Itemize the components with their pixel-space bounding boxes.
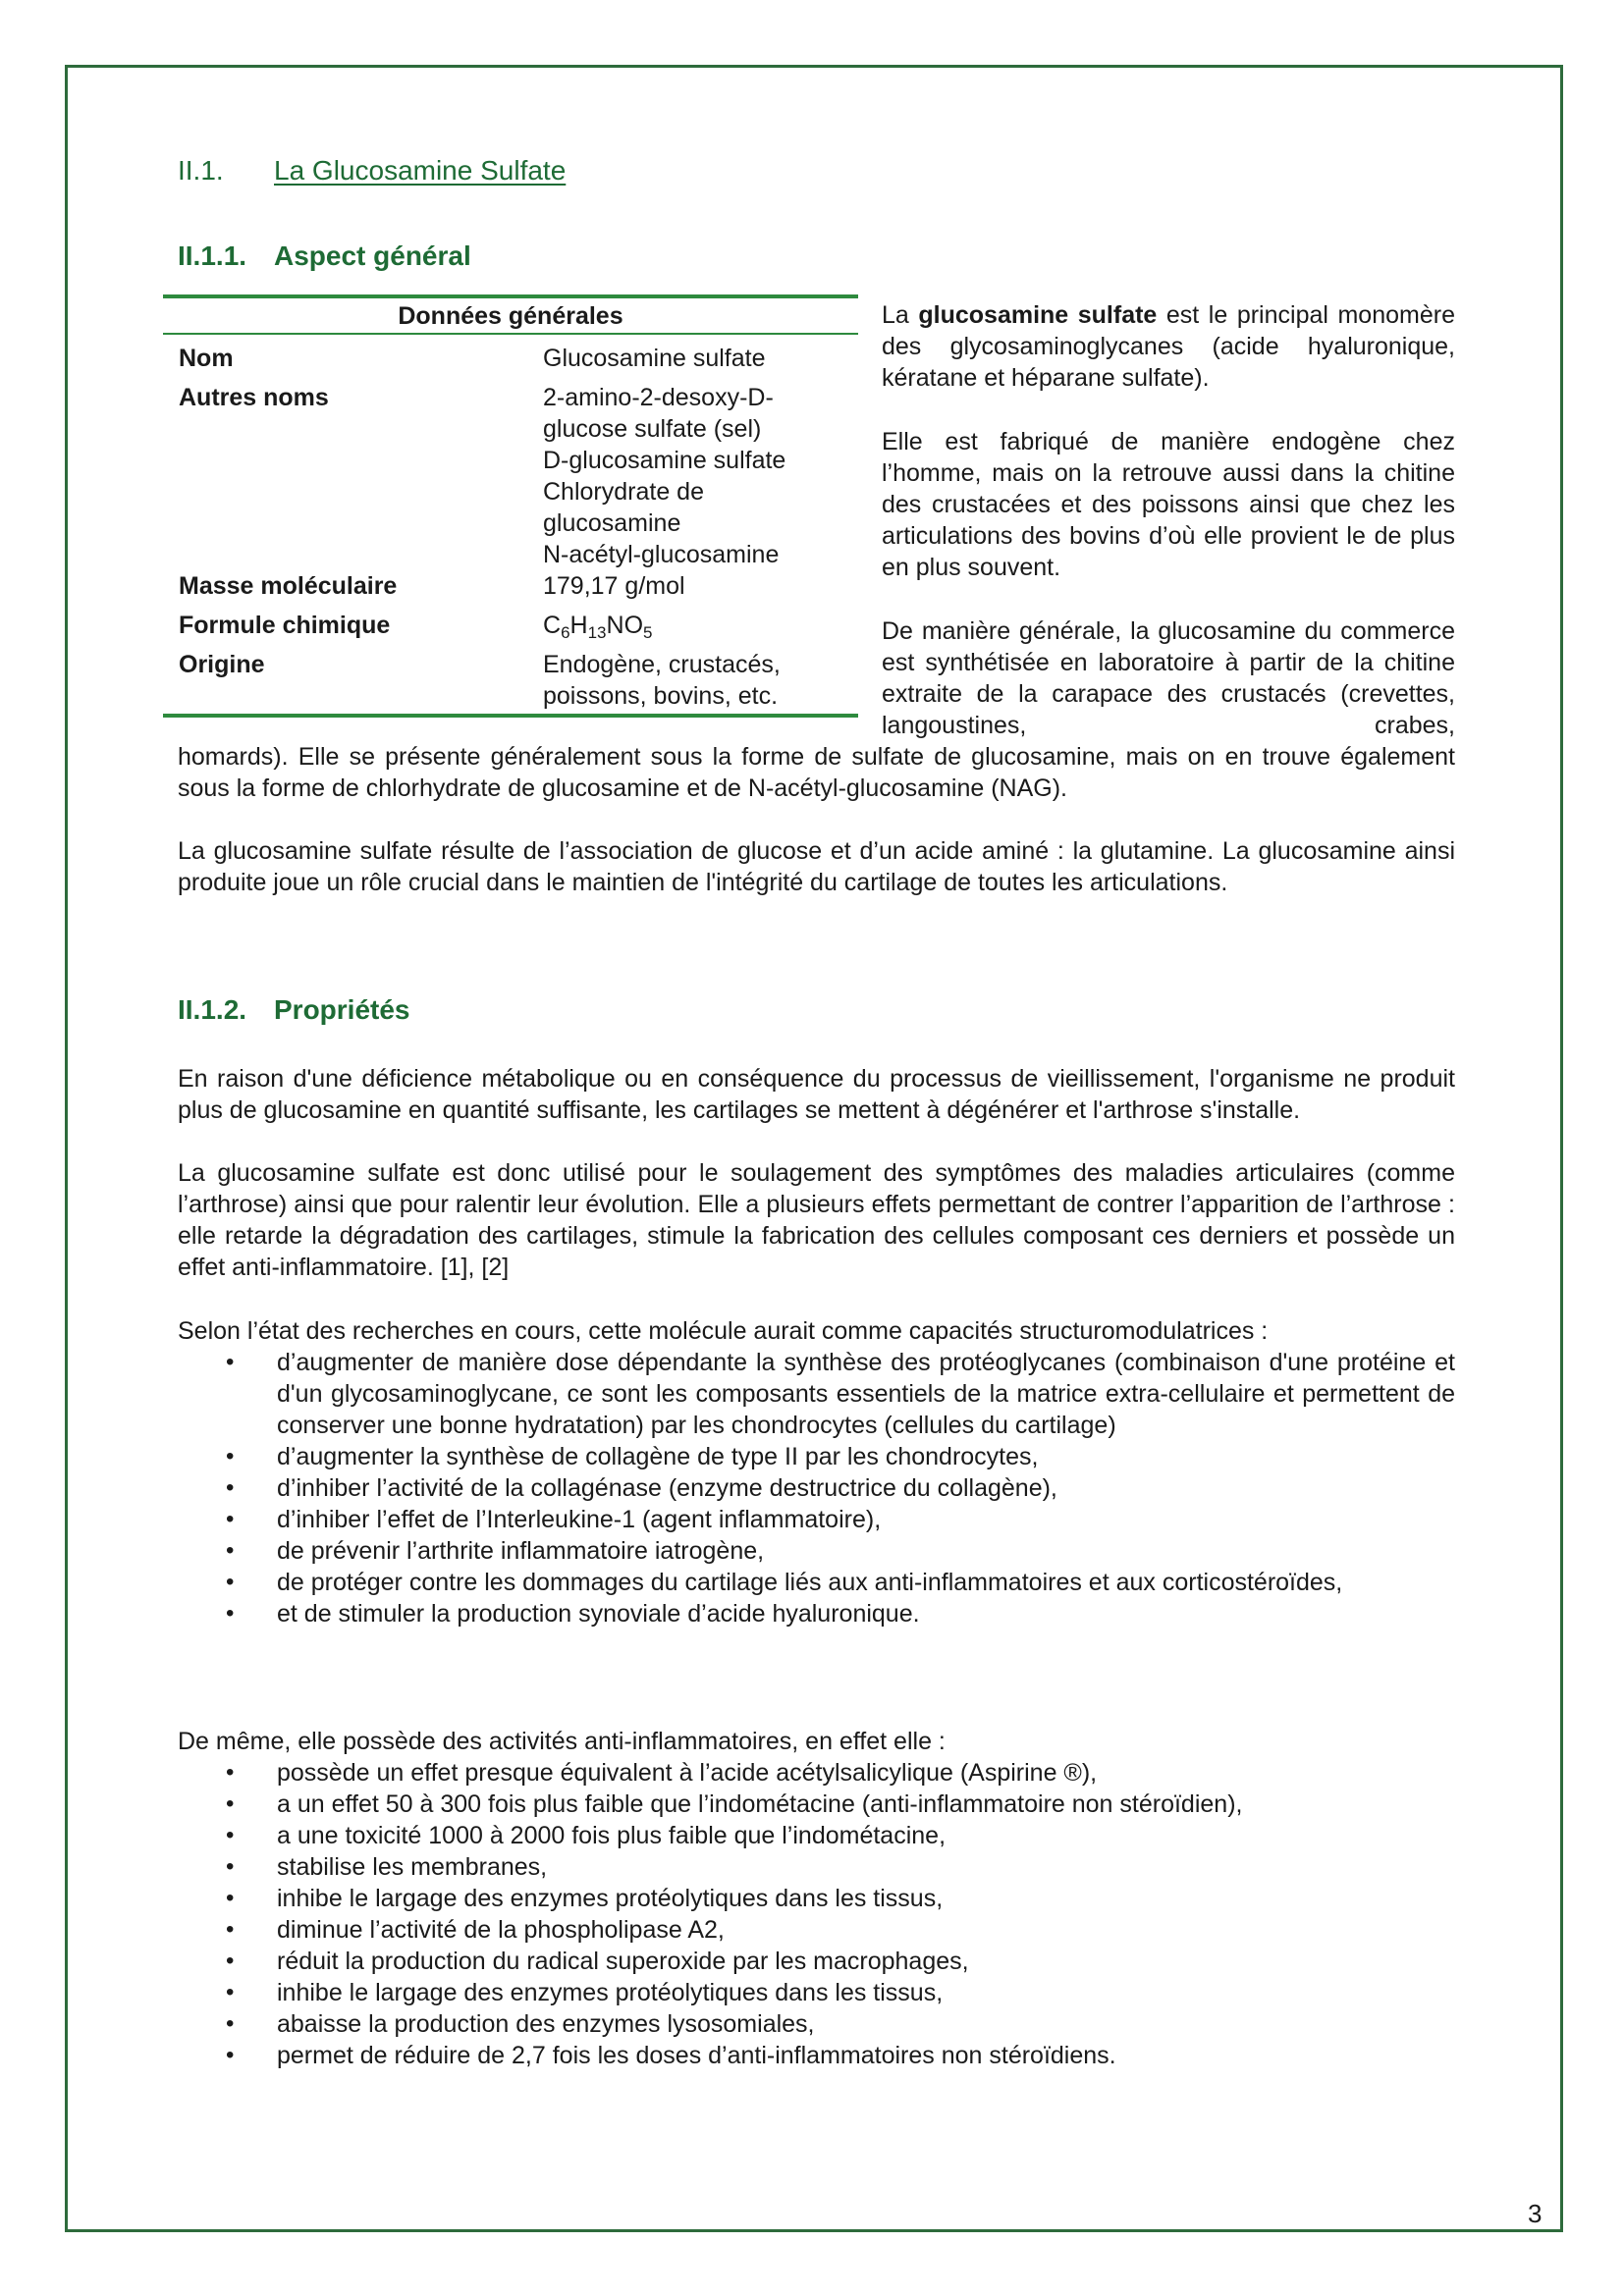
list-item: • d’inhiber l’activité de la collagénase (enzyme destructrice du collagène), [178,1472,1455,1504]
general-data-table [163,294,858,718]
list-item: • inhibe le largage des enzymes protéolytiques dans les tissus, [178,1883,1455,1914]
subsection-title-properties [178,994,410,1026]
anti-inflammatory-list [178,1757,1455,2071]
subsection-number: II.1.2. [178,994,247,1025]
table-value-line: Chlorydrate de [543,478,704,506]
table-value-line: poissons, bovins, etc. [543,682,779,710]
list-item: • de protéger contre les dommages du cartilage liés aux anti-inflammatoires et aux corticostéroïdes, [178,1567,1455,1598]
table-value: Glucosamine sulfate [543,345,766,372]
table-value [527,374,858,570]
formula-subscript: 6 [561,623,570,642]
page-number: 3 [1528,2199,1543,2228]
aside-paragraph-2: Elle est fabriqué de manière endogène chez l’homme, mais on la retrouve aussi dans la chitine des crustacées et des poissons ainsi que chez les articulations des bovins d’où elle provient le de plus en plus souvent. [882,428,1455,581]
subsection-title-aspect [178,240,471,272]
list-item: • d’inhiber l’effet de l’Interleukine-1 (agent inflammatoire), [178,1504,1455,1535]
list-item: • a un effet 50 à 300 fois plus faible que l’indométacine (anti-inflammatoire non stéroïdien), [178,1789,1455,1820]
list-item: • abaisse la production des enzymes lysosomiales, [178,2008,1455,2040]
formula-part: H [569,612,588,639]
table-key: Autres noms [179,384,329,411]
table-header: Données générales [163,296,858,334]
body-paragraph-capacities: Selon l’état des recherches en cours, cette molécule aurait comme capacités structuromodulatrices : [178,1317,1269,1345]
formula-subscript: 5 [643,623,653,642]
body-paragraph-anti-inflammatory: De même, elle possède des activités anti-inflammatoires, en effet elle : [178,1728,946,1755]
list-item: • permet de réduire de 2,7 fois les doses d’anti-inflammatoires non stéroïdiens. [178,2040,1455,2071]
list-item: • possède un effet presque équivalent à l’acide acétylsalicylique (Aspirine ®), [178,1757,1455,1789]
body-paragraph-glutamine: La glucosamine sulfate résulte de l’association de glucose et d’un acide aminé : la glutamine. La glucosamine ainsi produite joue un rôle crucial dans le maintien de l'intégrité du cartilage de toutes les articulations. [178,837,1455,896]
body-paragraph-usage: La glucosamine sulfate est donc utilisé pour le soulagement des symptômes des maladies articulaires (comme l’arthrose) ainsi que pour ralentir leur évolution. Elle a plusieurs effets permettant de contrer l’apparition de l’arthrose : elle retarde la dégradation des cartilages, stimule la fabrication des cellules composant ces derniers et possède un effet anti-inflammatoire. [1], [2] [178,1159,1455,1281]
subsection-title-text: Aspect général [274,240,471,271]
section-title-text: La Glucosamine Sulfate [274,155,567,186]
list-item: • stabilise les membranes, [178,1851,1455,1883]
table-value-line: glucose sulfate (sel) [543,415,762,443]
formula-part: NO [606,612,644,639]
table-key: Origine [179,651,265,678]
list-item: • a une toxicité 1000 à 2000 fois plus faible que l’indométacine, [178,1820,1455,1851]
capacities-list [178,1347,1455,1629]
formula-part: C [543,612,562,639]
table-value-line: glucosamine [543,509,681,537]
aside-paragraph-3: De manière générale, la glucosamine du commerce est synthétisée en laboratoire à partir de la chitine extraite de la carapace des crustacés (crevettes, langoustines, crabes, [882,617,1455,739]
body-paragraph-continued: homards). Elle se présente généralement sous la forme de sulfate de glucosamine, mais on en trouve également sous la forme de chlorhydrate de glucosamine et de N-acétyl-glucosamine (NAG). [178,743,1455,802]
formula-subscript: 13 [587,623,607,642]
list-item: • de prévenir l’arthrite inflammatoire iatrogène, [178,1535,1455,1567]
list-item: • inhibe le largage des enzymes protéolytiques dans les tissus, [178,1977,1455,2008]
list-item: • et de stimuler la production synoviale d’acide hyaluronique. [178,1598,1455,1629]
list-item: • diminue l’activité de la phospholipase A2, [178,1914,1455,1946]
table-value: 179,17 g/mol [543,572,685,600]
section-title [178,155,566,187]
table-key: Formule chimique [179,612,391,639]
table-value-line: Endogène, crustacés, [543,651,781,678]
subsection-number: II.1.1. [178,240,247,271]
section-number: II.1. [178,155,224,186]
list-item: • d’augmenter la synthèse de collagène de type II par les chondrocytes, [178,1441,1455,1472]
subsection-title-text: Propriétés [274,994,410,1025]
table-key: Nom [179,345,234,372]
chemical-formula [527,602,858,641]
list-item: • d’augmenter de manière dose dépendante la synthèse des protéoglycanes (combinaison d'une protéine et d'un glycosaminoglycane, ce sont les composants essentiels de la matrice extra-cellulaire et permettent de conserver une bonne hydratation) par les chondrocytes (cellules du cartilage) [178,1347,1455,1441]
list-item: • réduit la production du radical superoxide par les macrophages, [178,1946,1455,1977]
table-value-line: 2-amino-2-desoxy-D- [543,384,774,411]
table-value [527,641,858,716]
table-value-line: N-acétyl-glucosamine [543,541,780,568]
table-key: Masse moléculaire [179,572,398,600]
table-value-line: D-glucosamine sulfate [543,447,786,474]
body-paragraph-deficiency: En raison d'une déficience métabolique ou en conséquence du processus de vieillissement, l'organisme ne produit plus de glucosamine en quantité suffisante, les cartilages se mettent à dégénérer et l'arthrose s'installe. [178,1065,1455,1124]
aside-paragraph-1: La glucosamine sulfate est le principal monomère des glycosaminoglycanes (acide hyaluronique, kératane et héparane sulfate). [882,301,1455,392]
bold-term: glucosamine sulfate [918,301,1158,329]
